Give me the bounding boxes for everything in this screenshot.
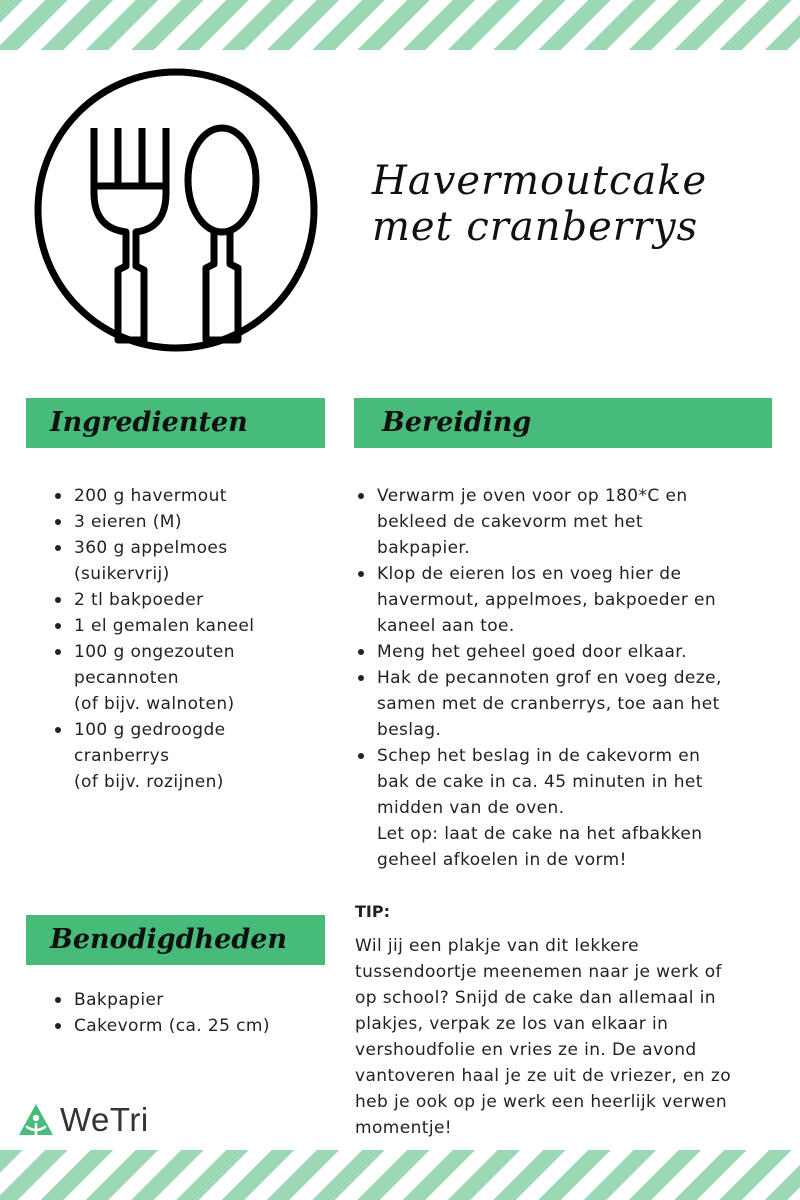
brand-name: WeTri	[60, 1101, 149, 1138]
title-line-2: met cranberrys	[372, 204, 699, 250]
tip-line: Wil jij een plakje van dit lekkere	[355, 936, 639, 956]
tools-heading: Benodigdheden	[26, 915, 325, 965]
ingredient-item	[52, 613, 322, 639]
ingredient-text: 100 g gedroogde	[74, 720, 226, 740]
tip-line: vantoveren haal je ze uit de vriezer, en zo	[355, 1066, 731, 1086]
step-line: geheel afkoelen in de vorm!	[377, 850, 627, 870]
ingredients-heading: Ingredienten	[26, 398, 325, 448]
title-line-1: Havermoutcake	[372, 158, 708, 204]
tip-line: tussendoortje meenemen naar je werk of	[355, 962, 722, 982]
ingredient-item	[52, 717, 322, 795]
step-line: midden van de oven.	[377, 798, 565, 818]
ingredient-item	[52, 509, 322, 535]
cutlery-emblem	[34, 68, 318, 352]
ingredient-item	[52, 535, 322, 587]
tool-item	[52, 1013, 322, 1039]
fork-and-spoon-icon	[34, 68, 318, 352]
ingredient-text: 360 g appelmoes	[74, 538, 228, 558]
ingredient-text: 3 eieren (M)	[74, 512, 182, 532]
preparation-steps	[355, 483, 775, 873]
step-line: bakpapier.	[377, 538, 471, 558]
ingredient-text: pecannoten	[74, 668, 179, 688]
preparation-heading: Bereiding	[354, 398, 772, 448]
tool-text: Cakevorm (ca. 25 cm)	[74, 1016, 270, 1036]
step-line: Klop de eieren los en voeg hier de	[377, 564, 682, 584]
preparation-step	[355, 665, 775, 743]
tip-line: heb je ook op je werk een heerlijk verwen	[355, 1092, 728, 1112]
tip-label: TIP:	[355, 902, 390, 921]
preparation-step	[355, 561, 775, 639]
step-line: Let op: laat de cake na het afbakken	[377, 824, 703, 844]
step-line: samen met de cranberrys, toe aan het	[377, 694, 720, 714]
ingredient-text: 100 g ongezouten	[74, 642, 235, 662]
tool-text: Bakpapier	[74, 990, 164, 1010]
ingredient-text: 1 el gemalen kaneel	[74, 616, 255, 636]
tip-line: momentje!	[355, 1118, 453, 1138]
bottom-stripe-border	[0, 1150, 800, 1200]
step-line: bak de cake in ca. 45 minuten in het	[377, 772, 703, 792]
wetri-logo-icon	[18, 1103, 54, 1137]
tip-line: vershoudfolie en vries ze in. De avond	[355, 1040, 697, 1060]
ingredients-list	[52, 483, 322, 795]
preparation-step	[355, 743, 775, 873]
step-line: Verwarm je oven voor op 180*C en	[377, 486, 688, 506]
step-line: havermout, appelmoes, bakpoeder en	[377, 590, 717, 610]
top-stripe-border	[0, 0, 800, 50]
step-line: Meng het geheel goed door elkaar.	[377, 642, 687, 662]
ingredient-text: 200 g havermout	[74, 486, 227, 506]
tip-line: op school? Snijd de cake dan allemaal in	[355, 988, 716, 1008]
tip-text	[355, 933, 770, 1141]
preparation-step	[355, 639, 775, 665]
step-line: Hak de pecannoten grof en voeg deze,	[377, 668, 722, 688]
ingredient-item	[52, 587, 322, 613]
ingredient-text: 2 tl bakpoeder	[74, 590, 204, 610]
step-line: bekleed de cakevorm met het	[377, 512, 643, 532]
wetri-brand	[18, 1100, 149, 1140]
recipe-title	[372, 158, 772, 250]
ingredient-item	[52, 483, 322, 509]
ingredient-note: (suikervrij)	[74, 564, 170, 584]
ingredient-item	[52, 639, 322, 717]
ingredient-note: (of bijv. walnoten)	[74, 694, 235, 714]
tool-item	[52, 987, 322, 1013]
step-line: kaneel aan toe.	[377, 616, 515, 636]
tools-list	[52, 987, 322, 1039]
preparation-step	[355, 483, 775, 561]
step-line: Schep het beslag in de cakevorm en	[377, 746, 701, 766]
step-line: beslag.	[377, 720, 442, 740]
ingredient-text: cranberrys	[74, 746, 170, 766]
ingredient-note: (of bijv. rozijnen)	[74, 772, 224, 792]
tip-line: plakjes, verpak ze los van elkaar in	[355, 1014, 669, 1034]
